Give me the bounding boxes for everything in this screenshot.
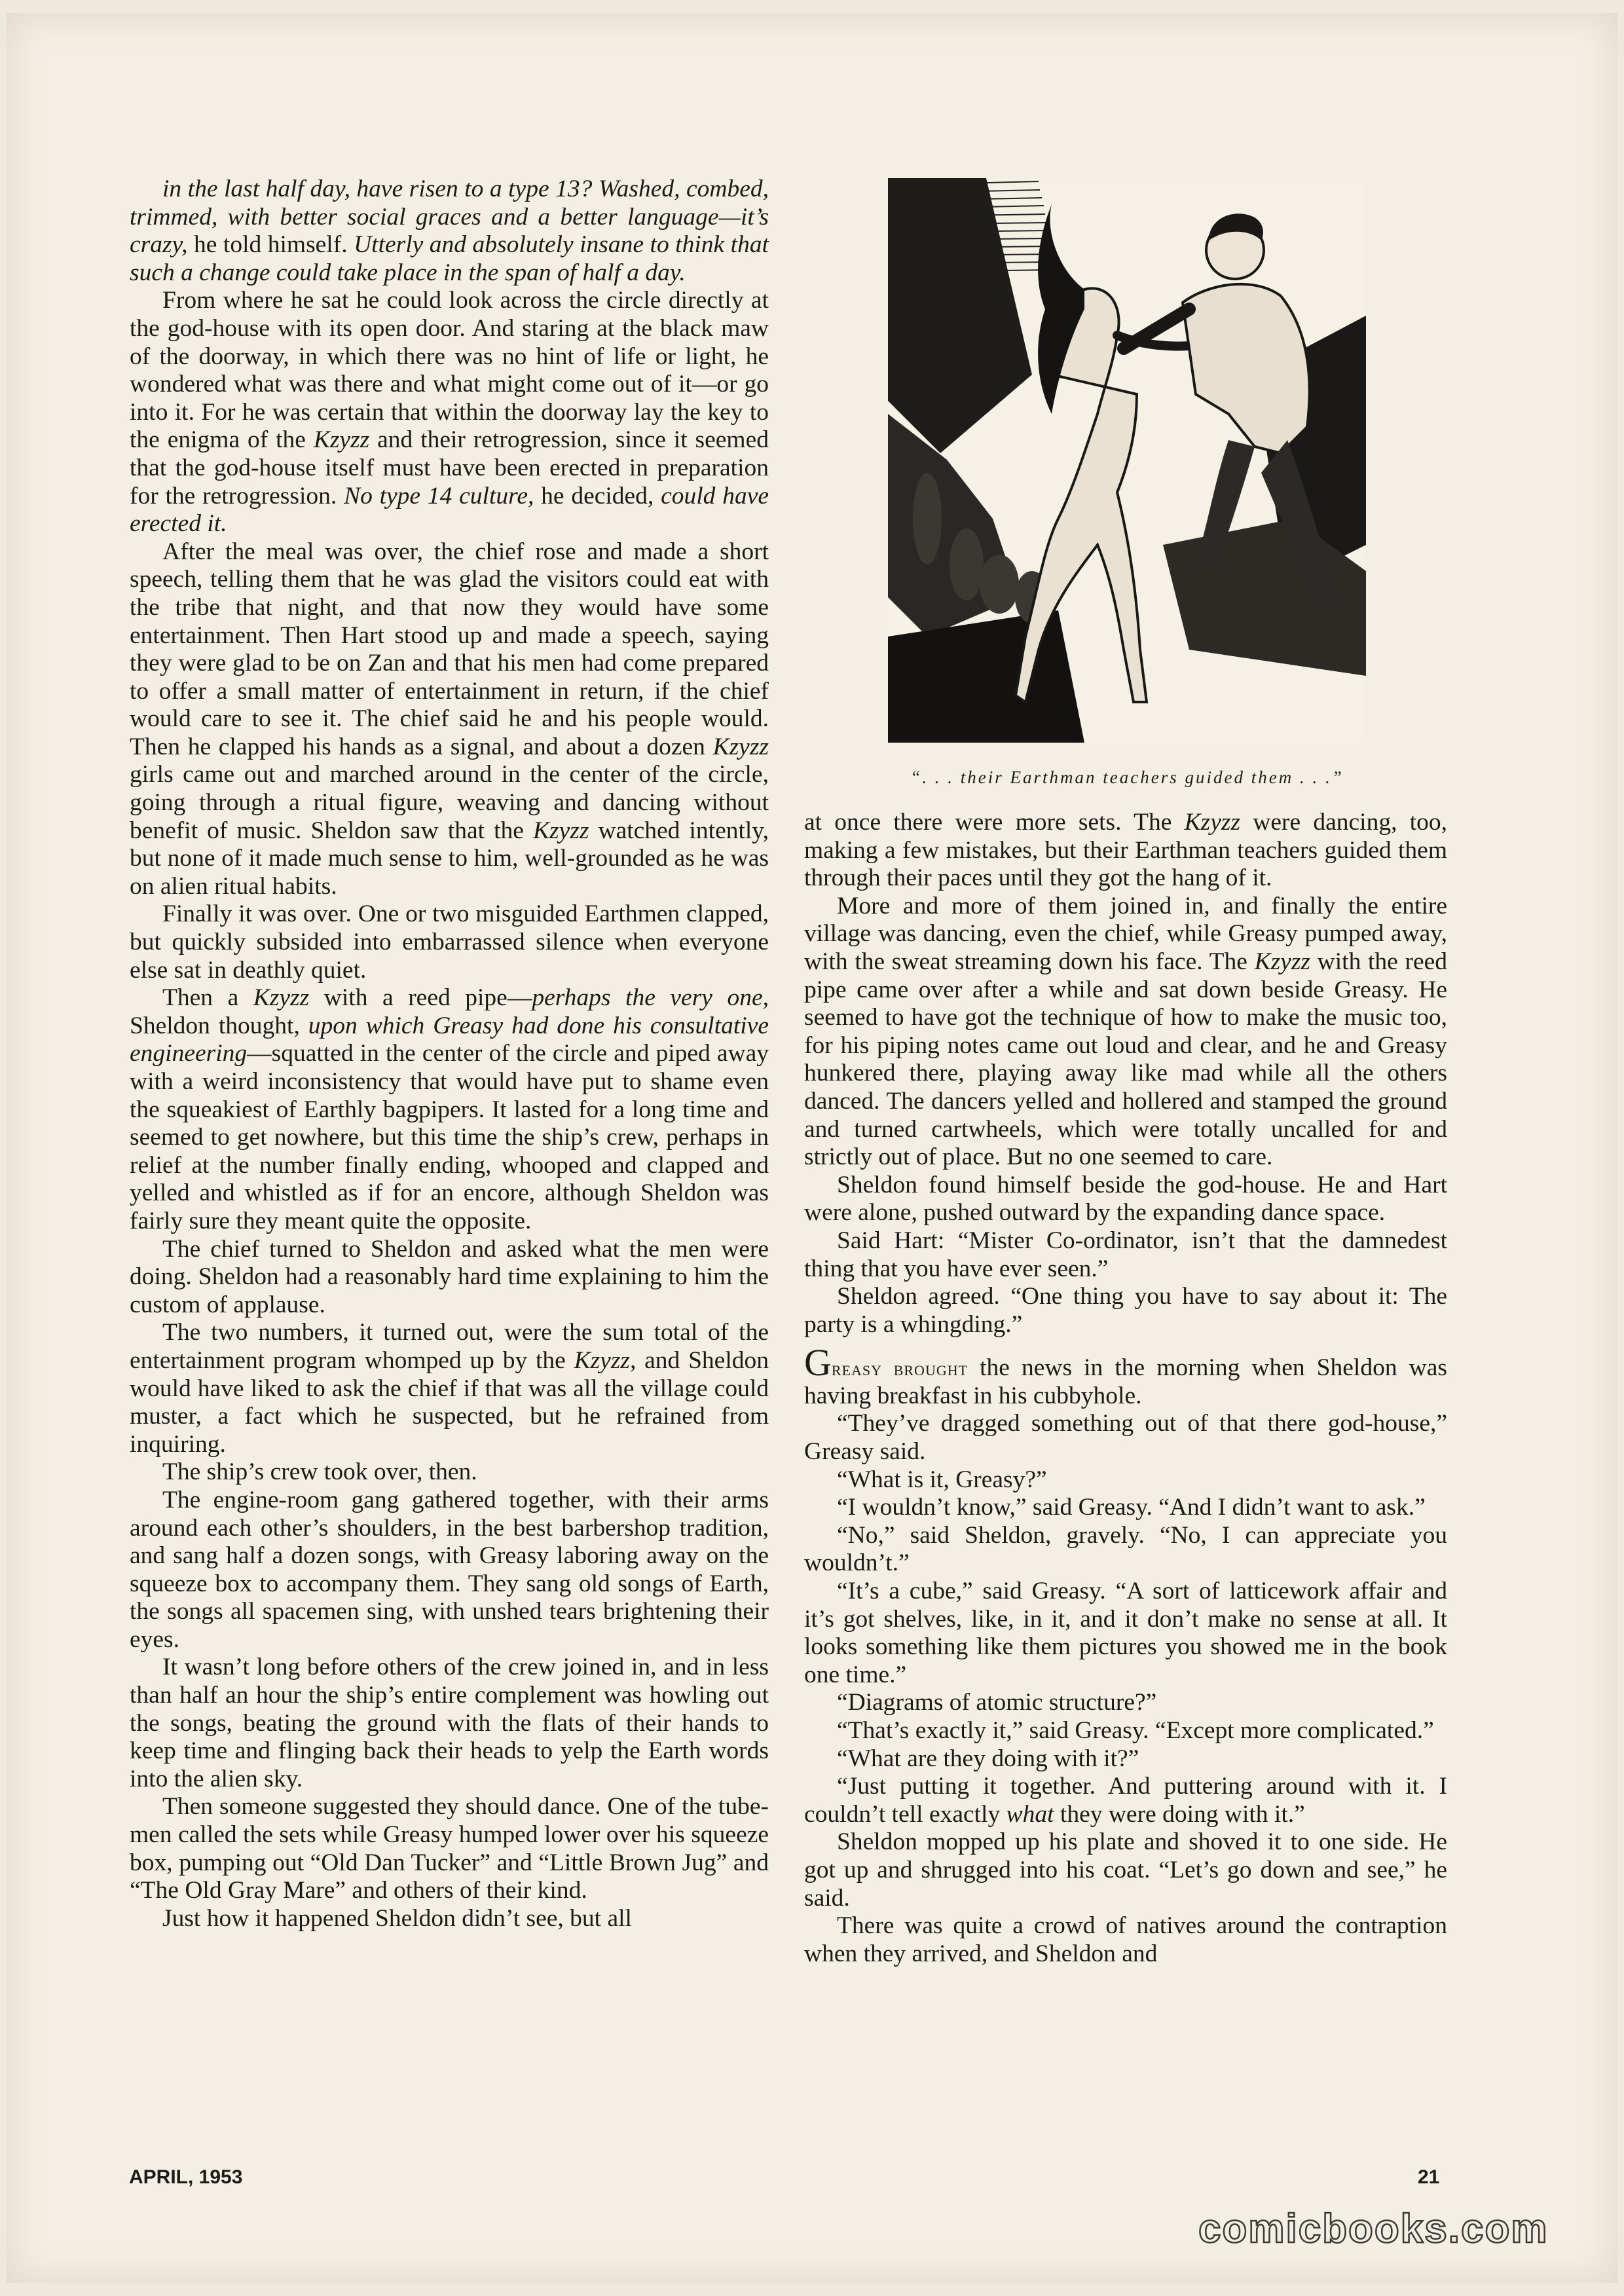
- left-column-paragraph: The two numbers, it turned out, were the sum total of the entertainment program whomped up by the Kzyzz, and Sheldon would have liked to ask the chief if that was all the village could muster, a fact which he suspected, but he refrained from inquiring.: [130, 1319, 769, 1458]
- right-column-paragraph: “I wouldn’t know,” said Greasy. “And I didn’t want to ask.”: [837, 1494, 1426, 1521]
- right-column-paragraph: Sheldon agreed. “One thing you have to say about it: The party is a whingding.”: [804, 1283, 1447, 1338]
- right-column-paragraph: at once there were more sets. The Kzyzz were dancing, too, making a few mistakes, but their Earthman teachers guided them through their paces until they got the hang of it.: [804, 809, 1447, 892]
- left-column-paragraph: in the last half day, have risen to a type 13? Washed, combed, trimmed, with better social graces and a better language—it’s crazy, he told himself. Utterly and absolutely insane to think that such a change could take place in the span of half a day.: [130, 176, 769, 286]
- left-column-paragraph: From where he sat he could look across the circle directly at the god-house with its open door. And staring at the black maw of the doorway, in which there was no hint of life or light, he wondered what was there and what might come out of it—or go into it. For he was certain that within the doorway lay the key to the enigma of the Kzyzz and their retrogression, since it seemed that the god-house itself must have been erected in preparation for the retrogression. No type 14 culture, he decided, could have erected it.: [130, 287, 769, 538]
- right-column-paragraph: “Just putting it together. And puttering around with it. I couldn’t tell exactly what they were doing with it.”: [804, 1773, 1447, 1828]
- right-text-column: [804, 809, 1447, 1968]
- left-column-paragraph: The ship’s crew took over, then.: [162, 1458, 477, 1486]
- left-column-paragraph: Just how it happened Sheldon didn’t see, but all: [162, 1904, 632, 1932]
- left-column-paragraph: Finally it was over. One or two misguided Earthmen clapped, but quickly subsided into embarrassed silence when everyone else sat in deathly quiet.: [130, 900, 769, 984]
- left-column-paragraph: Then a Kzyzz with a reed pipe—perhaps the very one, Sheldon thought, upon which Greasy had done his consultative engineering—squatted in the center of the circle and piped away with a weird inconsistency that would have put to shame even the squeakiest of Earthly bagpipers. It lasted for a long time and seemed to get nowhere, but this time the ship’s crew, perhaps in relief at the number finally ending, whooped and clapped and yelled and whistled as if for an encore, although Sheldon was fairly sure they meant quite the opposite.: [130, 984, 769, 1234]
- watermark: comicbooks.com: [1198, 2206, 1549, 2251]
- page-number: 21: [1418, 2166, 1440, 2188]
- left-column-paragraph: The chief turned to Sheldon and asked what the men were doing. Sheldon had a reasonably hard time explaining to him the custom of applause.: [130, 1235, 769, 1318]
- right-column-paragraph: “No,” said Sheldon, gravely. “No, I can appreciate you wouldn’t.”: [804, 1521, 1447, 1577]
- left-column-paragraph: After the meal was over, the chief rose and made a short speech, telling them that he was glad the visitors could eat with the tribe that night, and that now they would have some entertainment. Then Hart stood up and made a speech, saying they were glad to be on Zan and that his men had come prepared to offer a small matter of entertainment in return, if the chief would care to see it. The chief said he and his people would. Then he clapped his hands as a signal, and about a dozen Kzyzz girls came out and marched around in the center of the circle, going through a ritual figure, weaving and dancing without benefit of music. Sheldon saw that the Kzyzz watched intently, but none of it made much sense to him, well-grounded as he was on alien ritual habits.: [130, 538, 769, 900]
- dance-illustration: [888, 178, 1366, 743]
- left-text-column: [130, 176, 769, 1933]
- left-column-paragraph: It wasn’t long before others of the crew joined in, and in less than half an hour the ship’s entire complement was howling out the songs, beating the ground with the flats of their hands to keep time and flinging back their heads to yelp the Earth words into the alien sky.: [130, 1654, 769, 1792]
- right-column-paragraph: Said Hart: “Mister Co-ordinator, isn’t that the damnedest thing that you have ever seen.”: [804, 1227, 1447, 1282]
- right-column-paragraph: “That’s exactly it,” said Greasy. “Except more complicated.”: [837, 1717, 1434, 1744]
- right-column-paragraph: Greasy brought the news in the morning when Sheldon was having breakfast in his cubbyhole.: [804, 1341, 1447, 1409]
- illustration-caption: “. . . their Earthman teachers guided them . . .”: [910, 768, 1344, 787]
- right-column-paragraph: “They’ve dragged something out of that there god-house,” Greasy said.: [804, 1410, 1447, 1466]
- issue-date: APRIL, 1953: [129, 2166, 243, 2188]
- right-column-paragraph: “Diagrams of atomic structure?”: [837, 1689, 1157, 1716]
- right-column-paragraph: “What is it, Greasy?”: [837, 1466, 1047, 1493]
- right-column-paragraph: Sheldon found himself beside the god-house. He and Hart were alone, pushed outward by the expanding dance space.: [804, 1171, 1447, 1227]
- left-column-paragraph: Then someone suggested they should dance. One of the tube-men called the sets while Greasy humped lower over his squeeze box, pumping out “Old Dan Tucker” and “Little Brown Jug” and “The Old Gray Mare” and others of their kind.: [130, 1793, 769, 1904]
- left-column-paragraph: The engine-room gang gathered together, with their arms around each other’s shoulders, in the best barbershop tradition, and sang half a dozen songs, with Greasy laboring away on the squeeze box to accompany them. They sang old songs of Earth, the songs all spacemen sing, with unshed tears brightening their eyes.: [130, 1486, 769, 1653]
- right-column-paragraph: There was quite a crowd of natives around the contraption when they arrived, and Sheldon and: [804, 1912, 1447, 1967]
- right-column-paragraph: “It’s a cube,” said Greasy. “A sort of latticework affair and it’s got shelves, like, in it, and it don’t make no sense at all. It looks something like them pictures you showed me in the book one time.”: [804, 1578, 1447, 1688]
- right-column-paragraph: “What are they doing with it?”: [837, 1745, 1139, 1772]
- right-column-paragraph: Sheldon mopped up his plate and shoved it to one side. He got up and shrugged into his coat. “Let’s go down and see,” he said.: [804, 1828, 1447, 1912]
- right-column-paragraph: More and more of them joined in, and finally the entire village was dancing, even the chief, while Greasy pumped away, with the sweat streaming down his face. The Kzyzz with the reed pipe came over after a while and sat down beside Greasy. He seemed to have got the technique of how to make the music too, for his piping notes came out loud and clear, and he and Greasy hunkered there, playing away like mad while all the others danced. The dancers yelled and hollered and stamped the ground and turned cartwheels, which were totally uncalled for and strictly out of place. But no one seemed to care.: [804, 892, 1447, 1171]
